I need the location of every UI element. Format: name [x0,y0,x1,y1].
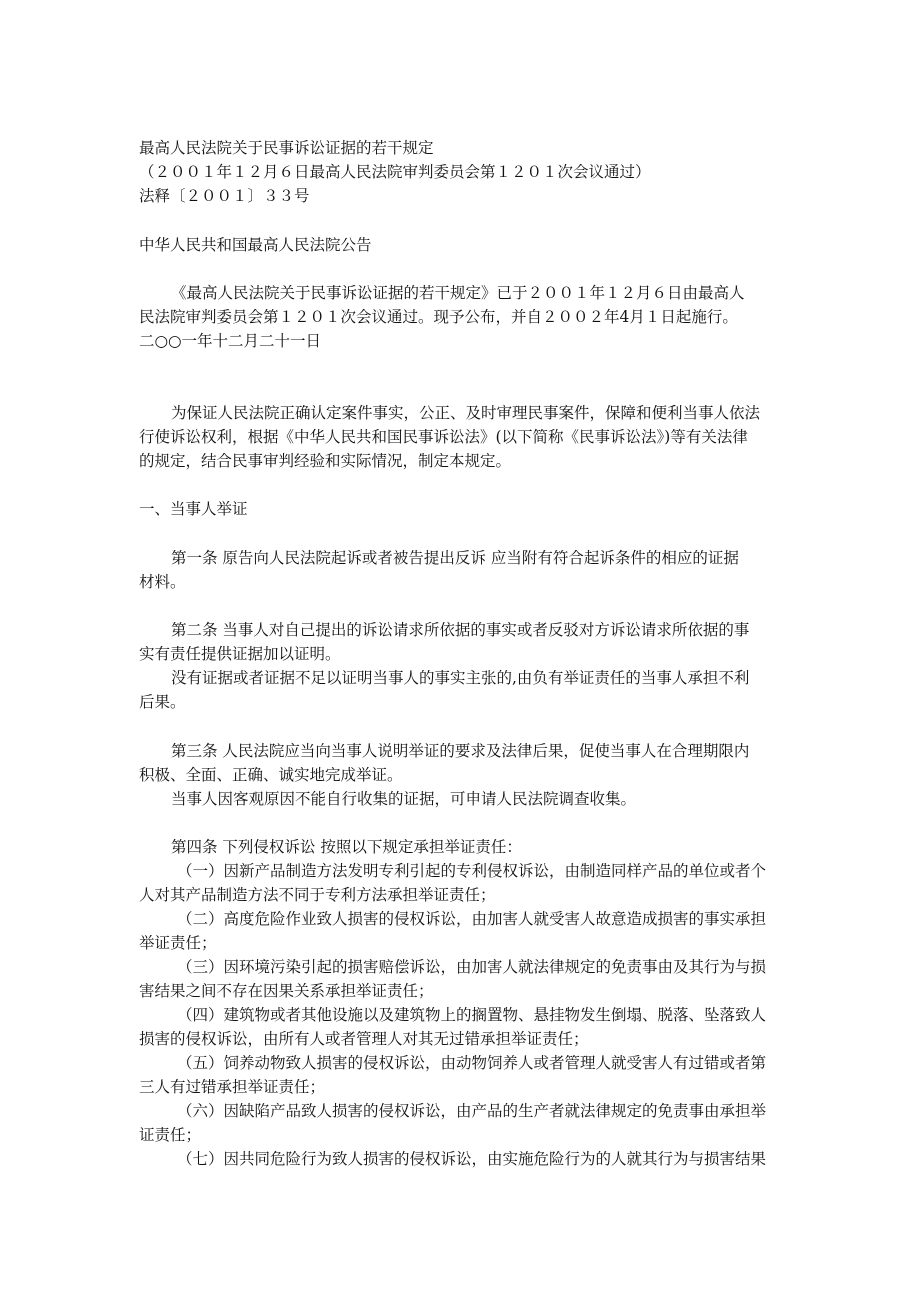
article-3: 第三条 人民法院应当向当事人说明举证的要求及法律后果，促使当事人在合理期限内 [171,742,750,760]
article-4-item: 损害的侵权诉讼，由所有人或者管理人对其无过错承担举证责任； [139,1030,589,1048]
document-number: 法释〔２００１〕３３号 [139,187,310,205]
article-4-item: （一）因新产品制造方法发明专利引起的专利侵权诉讼，由制造同样产品的单位或者个 [177,862,767,880]
article-4-item: （三）因环境污染引起的损害赔偿诉讼，由加害人就法律规定的免责事由及其行为与损 [177,958,767,976]
article-1: 第一条 原告向人民法院起诉或者被告提出反诉 应当附有符合起诉条件的相应的证据 [171,549,739,567]
article-3: 当事人因客观原因不能自行收集的证据，可申请人民法院调查收集。 [171,790,637,808]
announcement-text: 民法院审判委员会第１２０１次会议通过。现予公布，并自２００２年4月１日起施行。 [139,308,738,326]
announcement-date: 二○○一年十二月二十一日 [139,332,322,350]
document-title: 最高人民法院关于民事诉讼证据的若干规定 [139,139,434,157]
article-3: 积极、全面、正确、诚实地完成举证。 [139,766,403,784]
article-4-item: （六）因缺陷产品致人损害的侵权诉讼，由产品的生产者就法律规定的免责事由承担举 [177,1102,767,1120]
article-4: 第四条 下列侵权诉讼 按照以下规定承担举证责任： [171,838,522,856]
preamble-text: 为保证人民法院正确认定案件事实，公正、及时审理民事案件，保障和便利当事人依法 [171,404,761,422]
announcement-heading: 中华人民共和国最高人民法院公告 [139,236,372,254]
article-4-item: 证责任； [139,1126,202,1144]
article-2: 实有责任提供证据加以证明。 [139,645,341,663]
article-4-item: （四）建筑物或者其他设施以及建筑物上的搁置物、悬挂物发生倒塌、脱落、坠落致人 [177,1006,767,1024]
article-2: 第二条 当事人对自己提出的诉讼请求所依据的事实或者反驳对方诉讼请求所依据的事 [171,621,750,639]
article-4-item: （二）高度危险作业致人损害的侵权诉讼，由加害人就受害人故意造成损害的事实承担 [177,910,767,928]
article-2: 后果。 [139,693,186,711]
article-4-item: 人对其产品制造方法不同于专利方法承担举证责任； [139,886,496,904]
announcement-text: 《最高人民法院关于民事诉讼证据的若干规定》已于２００１年１２月６日由最高人 [171,284,745,302]
article-4-item: 举证责任； [139,934,217,952]
preamble-text: 行使诉讼权利，根据《中华人民共和国民事诉讼法》(以下简称《民事诉讼法》)等有关法律 [139,428,748,446]
adoption-note: （２００１年１２月６日最高人民法院审判委员会第１２０１次会议通过） [139,163,651,181]
article-1: 材料。 [139,573,186,591]
article-4-item: 害结果之间不存在因果关系承担举证责任； [139,982,434,1000]
section-heading: 一、当事人举证 [139,500,248,518]
article-4-item: （五）饲养动物致人损害的侵权诉讼，由动物饲养人或者管理人就受害人有过错或者第 [177,1054,767,1072]
article-4-item: 三人有过错承担举证责任； [139,1078,326,1096]
preamble-text: 的规定，结合民事审判经验和实际情况，制定本规定。 [139,452,512,470]
document-page [139,0,784,1302]
article-2: 没有证据或者证据不足以证明当事人的事实主张的,由负有举证责任的当事人承担不利 [171,669,750,687]
article-4-item: （七）因共同危险行为致人损害的侵权诉讼，由实施危险行为的人就其行为与损害结果 [177,1150,767,1168]
